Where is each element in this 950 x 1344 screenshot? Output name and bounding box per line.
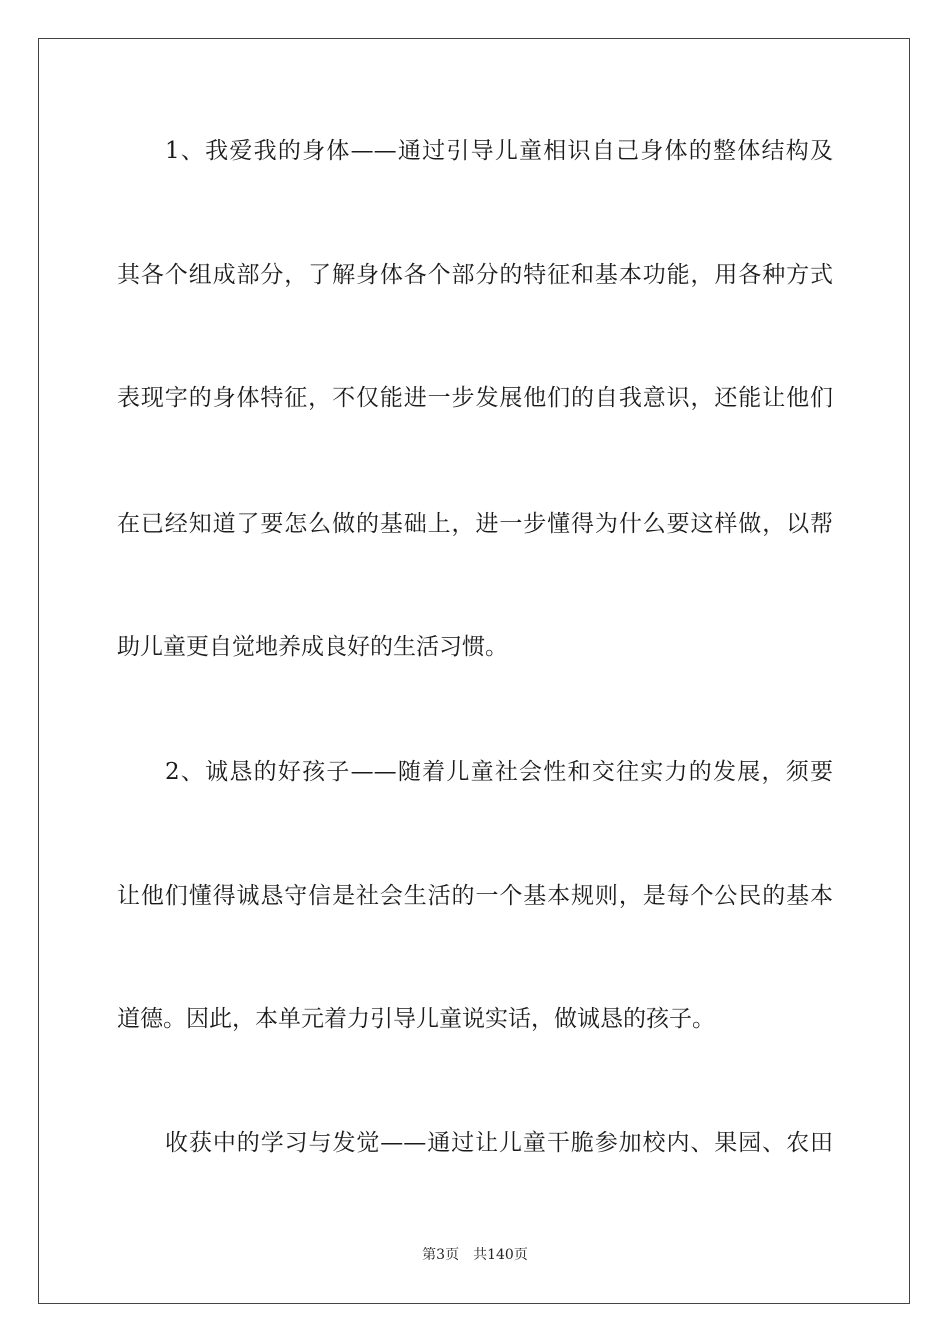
paragraph-1-line-2: 其各个组成部分，了解身体各个部分的特征和基本功能，用各种方式 bbox=[117, 262, 833, 288]
paragraph-1-line-4: 在已经知道了要怎么做的基础上，进一步懂得为什么要这样做，以帮 bbox=[117, 511, 833, 537]
page-number: 第3页 bbox=[422, 1247, 460, 1263]
paragraph-3-line-1: 收获中的学习与发觉——通过让儿童干脆参加校内、果园、农田 bbox=[165, 1130, 833, 1156]
page-border bbox=[38, 38, 910, 1304]
page-total: 共140页 bbox=[473, 1247, 528, 1263]
paragraph-1-line-5: 助儿童更自觉地养成良好的生活习惯。 bbox=[117, 634, 508, 660]
paragraph-2-line-1: 2、诚恳的好孩子——随着儿童社会性和交往实力的发展，须要 bbox=[165, 759, 833, 785]
paragraph-2-line-3: 道德。因此，本单元着力引导儿童说实话，做诚恳的孩子。 bbox=[117, 1006, 715, 1032]
paragraph-2-line-2: 让他们懂得诚恳守信是社会生活的一个基本规则，是每个公民的基本 bbox=[117, 883, 833, 909]
paragraph-1-line-3: 表现字的身体特征，不仅能进一步发展他们的自我意识，还能让他们 bbox=[117, 385, 833, 411]
paragraph-1-line-1: 1、我爱我的身体——通过引导儿童相识自己身体的整体结构及 bbox=[165, 138, 833, 164]
page-footer bbox=[0, 1246, 950, 1264]
